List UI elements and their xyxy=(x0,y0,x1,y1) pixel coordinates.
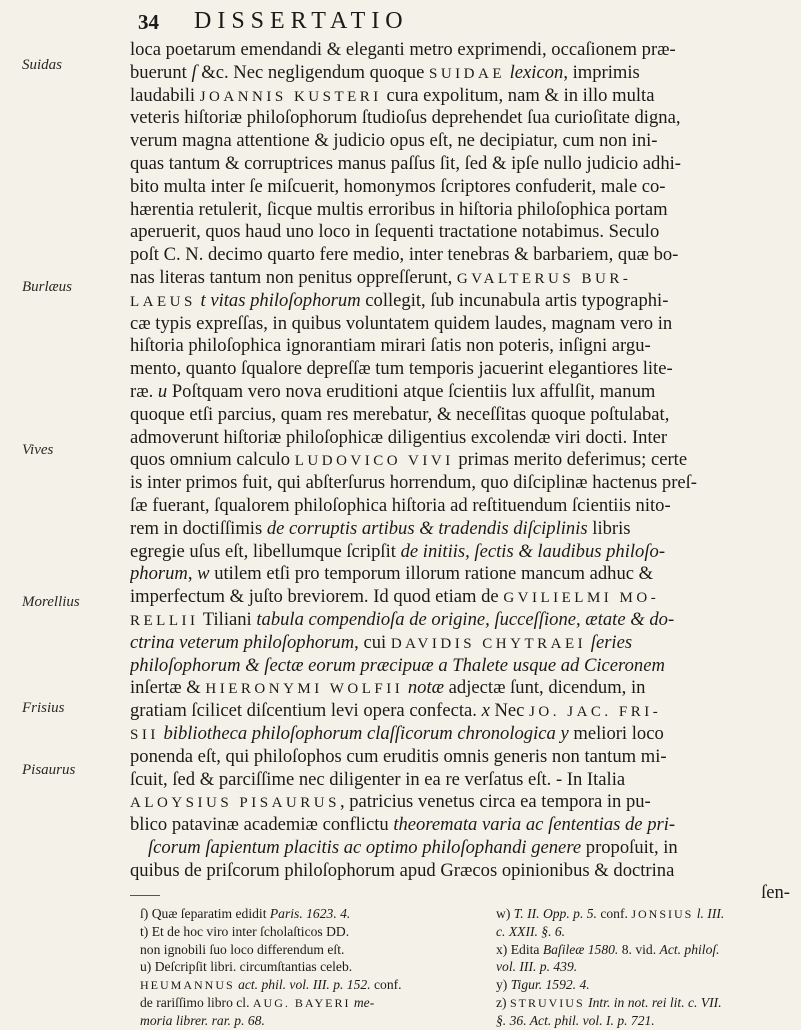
text-run: w) xyxy=(496,906,514,921)
small-caps-name: JONSIUS xyxy=(631,907,694,921)
text-run: cæ typis expreſſas, in quibus voluntatem quidem laudes, magnam vero in xyxy=(130,312,673,334)
text-line xyxy=(130,586,801,609)
text-run: aperuerit, quos haud uno loco in ſequenti tractatione notabimus. Seculo xyxy=(130,221,660,243)
margin-note-morellius: Morellius xyxy=(22,594,80,610)
text-run: , cui xyxy=(354,631,391,653)
italic-text: y xyxy=(560,722,569,744)
page-header xyxy=(138,8,738,42)
small-caps-name: GVALTERUS BUR- xyxy=(456,270,632,287)
italic-text: l. III. xyxy=(696,906,725,921)
italic-text: c. XXII. §. 6. xyxy=(496,923,566,939)
footnote-line xyxy=(496,958,801,976)
small-caps-name: GVILIELMI MO- xyxy=(503,590,660,607)
running-title: DISSERTATIO xyxy=(194,8,409,34)
italic-text: phorum xyxy=(130,563,188,585)
text-run: conf. xyxy=(596,906,632,921)
text-line xyxy=(130,39,801,62)
margin-note-vives: Vives xyxy=(22,442,54,458)
italic-text: me- xyxy=(353,994,375,1010)
text-run: buerunt xyxy=(130,61,192,83)
italic-text: theoremata varia ac ſententias de pri- xyxy=(393,814,676,836)
text-line xyxy=(130,723,801,746)
text-run: gratiam ſcilicet diſcentium levi opera confecta. xyxy=(130,700,482,722)
small-caps-name: LAEUS xyxy=(130,293,196,310)
italic-text: ſ xyxy=(191,61,197,83)
small-caps-name: AUG. BAYERI xyxy=(252,995,351,1010)
text-line xyxy=(130,313,801,336)
text-run: hærentia retulerit, ſicque multis erroribus in hiſtoria philoſophica portam xyxy=(130,198,668,220)
italic-text: bibliotheca philoſophorum claſſicorum chronologica xyxy=(163,722,556,744)
footnote-line xyxy=(496,976,801,994)
italic-text: act. phil. vol. III. p. 152. xyxy=(238,977,371,993)
italic-text: ſcorum ſapientum placitis ac optimo philoſophandi genere xyxy=(148,836,582,858)
text-line xyxy=(130,449,801,472)
text-run: ſcuit, ſed & parciſſime nec diligenter in ea re verſatus eſt. - In Italia xyxy=(130,768,626,790)
text-run: ſ) Quæ ſeparatim edidit xyxy=(140,906,270,921)
text-run: utilem etſi pro temporum illorum ratione mancum adhuc & xyxy=(209,563,654,585)
italic-text: t xyxy=(200,289,206,311)
footnote-line xyxy=(140,958,470,976)
text-run: mento, quanto ſqualore depreſſæ tum temporis jacuerint elegantiores lite- xyxy=(130,358,673,380)
small-caps-name: LUDOVICO VIVI xyxy=(294,453,454,470)
text-line xyxy=(130,677,801,700)
text-run: nas literas tantum non penitus oppreſſerunt, xyxy=(130,266,457,288)
text-run: is inter primos fuit, qui abſterſurus horrendum, quo diſciplinæ hactenus preſ- xyxy=(130,472,698,494)
small-caps-name: JO. JAC. FRI- xyxy=(529,704,662,721)
text-line xyxy=(130,176,801,199)
text-line xyxy=(130,769,801,792)
margin-note-frisius: Frisius xyxy=(22,700,65,716)
text-run: , imprimis xyxy=(563,61,640,83)
italic-text: ctrina veterum philoſophorum xyxy=(130,631,355,653)
text-run: egregie uſus eſt, libellumque ſcripſit xyxy=(130,540,401,562)
text-run: rem in doctiſſimis xyxy=(130,517,267,539)
text-run: u) Deſcripſit libri. circumſtantias celeb. xyxy=(140,959,353,975)
text-run: z) xyxy=(496,994,510,1010)
footnote-line xyxy=(140,994,470,1012)
text-run: collegit, ſub incunabula artis typographi- xyxy=(360,289,669,311)
footnote-line xyxy=(496,941,801,959)
text-line xyxy=(130,495,801,518)
italic-text: Intr. in not. rei lit. c. VII. xyxy=(588,994,722,1010)
text-run: de rariſſimo libro cl. xyxy=(140,994,253,1010)
text-run: bito multa inter ſe miſcuerit, homonymos ſcriptores confuderit, male co- xyxy=(130,175,666,197)
text-line xyxy=(130,221,801,244)
small-caps-name: SII xyxy=(130,726,159,743)
text-line xyxy=(130,290,801,313)
text-run: inſertæ & xyxy=(130,677,206,699)
footnote-line xyxy=(496,994,801,1012)
text-run: blico patavinæ academiæ conflictu xyxy=(130,814,394,836)
text-line xyxy=(130,130,801,153)
text-run: quos omnium calculo xyxy=(130,449,295,471)
italic-text: tabula compendioſa de origine, ſucceſſione, ætate & do- xyxy=(256,608,675,630)
italic-text: de corruptis artibus & tradendis diſciplinis xyxy=(266,517,588,539)
italic-text: Tigur. 1592. 4. xyxy=(510,977,590,993)
text-run: poſt C. N. decimo quarto fere medio, inter tenebras & barbariem, quæ bo- xyxy=(130,244,679,266)
italic-text: x xyxy=(481,700,490,722)
italic-text: Baſileæ 1580. xyxy=(542,941,619,957)
text-run: ſæ fuerant, ſqualorem philoſophica hiſtoria ad reſtituendum ſcientiis nito- xyxy=(130,494,671,516)
text-run: loca poetarum emendandi & eleganti metro exprimendi, occaſionem præ- xyxy=(130,39,676,60)
footnote-line xyxy=(140,941,470,959)
text-run: ponenda eſt, qui philoſophos cum eruditis omnis generis non tantum mi- xyxy=(130,745,667,767)
text-run: conf. xyxy=(370,977,402,993)
italic-text: u xyxy=(157,380,168,402)
page-number: 34 xyxy=(138,10,159,34)
text-run: primas merito deferimus; certe xyxy=(453,449,688,471)
small-caps-name: STRUVIUS xyxy=(509,995,585,1010)
text-line xyxy=(130,267,801,290)
text-line xyxy=(130,518,801,541)
text-run: quibus de priſcorum philoſophorum apud Græcos opinionibus & doctrina xyxy=(130,859,675,881)
italic-text: moria librer. rar. p. 68. xyxy=(140,1012,265,1028)
text-line xyxy=(130,655,801,678)
text-run: , xyxy=(187,563,198,585)
italic-text: vitas philoſophorum xyxy=(210,289,361,311)
margin-note-burlaeus: Burlæus xyxy=(22,279,73,295)
text-run: hiſtoria philoſophica ignorantiam mirari ſatis non poteris, inſigni argu- xyxy=(130,335,651,357)
text-run: ræ. xyxy=(130,380,158,402)
text-line xyxy=(130,541,801,564)
text-line xyxy=(130,335,801,358)
text-run: meliori loco xyxy=(568,722,664,744)
small-caps-name: ALOYSIUS PISAURUS xyxy=(130,795,340,812)
footnote-line xyxy=(140,905,470,923)
text-run: &c. Nec negligendum quoque xyxy=(196,61,429,83)
margin-note-suidas: Suidas xyxy=(22,57,63,73)
footnotes-left-column xyxy=(140,905,470,1030)
text-run: cura expolitum, nam & in illo multa xyxy=(381,84,655,106)
text-line xyxy=(130,381,801,404)
small-caps-name: SUIDAE xyxy=(428,65,505,82)
text-line xyxy=(130,404,801,427)
text-run: verum magna attentione & judicio opus eſt, ne decipiatur, cum non ini- xyxy=(130,130,658,152)
footnote-line xyxy=(496,1012,801,1030)
text-run: quas tantum & corruptrices manus paſſus ſit, ſed & ipſe nullo judicio adhi- xyxy=(130,152,681,174)
italic-text: vol. III. p. 439. xyxy=(496,959,578,975)
small-caps-name: JOANNIS KUSTERI xyxy=(199,88,382,105)
footnote-rule xyxy=(130,895,160,896)
small-caps-name: DAVIDIS CHYTRAEI xyxy=(390,635,587,652)
italic-text: philoſophorum & ſectæ eorum præcipuæ a Thalete usque ad Ciceronem xyxy=(130,654,665,676)
text-run: ſen- xyxy=(761,882,790,904)
text-line xyxy=(130,85,801,108)
text-run: non ignobili ſuo loco differendum eſt. xyxy=(140,941,345,957)
margin-note-pisaurus: Pisaurus xyxy=(22,762,76,778)
italic-text: §. 36. Act. phil. vol. I. p. 721. xyxy=(496,1012,655,1028)
text-line xyxy=(130,199,801,222)
text-run: , patricius venetus circa ea tempora in pu- xyxy=(339,791,651,813)
italic-text: Act. philoſ. xyxy=(659,941,720,957)
text-run: veteris hiſtoriæ philoſophorum ſtudioſus deprehendet ſua curioſitate digna, xyxy=(130,107,681,129)
italic-text: notæ xyxy=(407,677,445,699)
small-caps-name: HIERONYMI WOLFII xyxy=(205,681,404,698)
text-line xyxy=(130,860,801,883)
text-run: adjectæ ſunt, dicendum, in xyxy=(444,677,646,699)
text-run: imperfectum & juſto breviorem. Id quod etiam de xyxy=(130,586,504,608)
text-line xyxy=(130,427,801,450)
text-run: 8. vid. xyxy=(618,941,660,957)
italic-text: ſeries xyxy=(590,631,633,653)
text-run: Tiliani xyxy=(198,608,257,630)
text-run: propoſuit, in xyxy=(581,836,678,858)
italic-text: lexicon xyxy=(509,61,564,83)
footnote-line xyxy=(496,923,801,941)
text-line xyxy=(130,882,801,905)
italic-text: w xyxy=(197,563,210,585)
text-line xyxy=(130,358,801,381)
text-run: laudabili xyxy=(130,84,200,106)
footnote-line xyxy=(496,905,801,923)
italic-text: de initiis, ſectis & laudibus philoſo- xyxy=(400,540,666,562)
text-run: quoque etſi parcius, quam res merebatur, & neceſſitas quoque poſtulabat, xyxy=(130,403,670,425)
text-run: y) xyxy=(496,977,511,993)
text-line xyxy=(130,107,801,130)
main-text xyxy=(130,39,801,905)
footnote-line xyxy=(140,923,470,941)
small-caps-name: RELLII xyxy=(130,612,199,629)
footnote-line xyxy=(140,1012,470,1030)
text-line xyxy=(130,609,801,632)
text-line xyxy=(130,244,801,267)
footnote-line xyxy=(140,976,470,994)
text-line xyxy=(130,791,801,814)
text-run: t) Et de hoc viro inter ſcholaſticos DD. xyxy=(140,923,350,939)
text-run: Poſtquam vero nova eruditioni atque ſcientiis lux affulſit, manum xyxy=(167,380,656,402)
italic-text: Paris. 1623. 4. xyxy=(269,906,351,921)
text-line xyxy=(130,814,801,837)
text-line xyxy=(130,472,801,495)
small-caps-name: HEUMANNUS xyxy=(140,978,235,993)
text-line xyxy=(130,153,801,176)
footnotes-right-column xyxy=(496,905,801,1030)
text-line xyxy=(130,746,801,769)
text-line xyxy=(130,62,801,85)
text-line xyxy=(130,837,801,860)
text-run: x) Edita xyxy=(496,941,543,957)
text-run: Nec xyxy=(489,700,530,722)
italic-text: T. II. Opp. p. 5. xyxy=(513,906,597,921)
text-line xyxy=(130,632,801,655)
text-run: admoverunt hiſtoriæ philoſophicæ diligentius excolendæ viri docti. Inter xyxy=(130,426,668,448)
text-line xyxy=(130,563,801,586)
text-line xyxy=(130,700,801,723)
text-run: libris xyxy=(587,517,631,539)
